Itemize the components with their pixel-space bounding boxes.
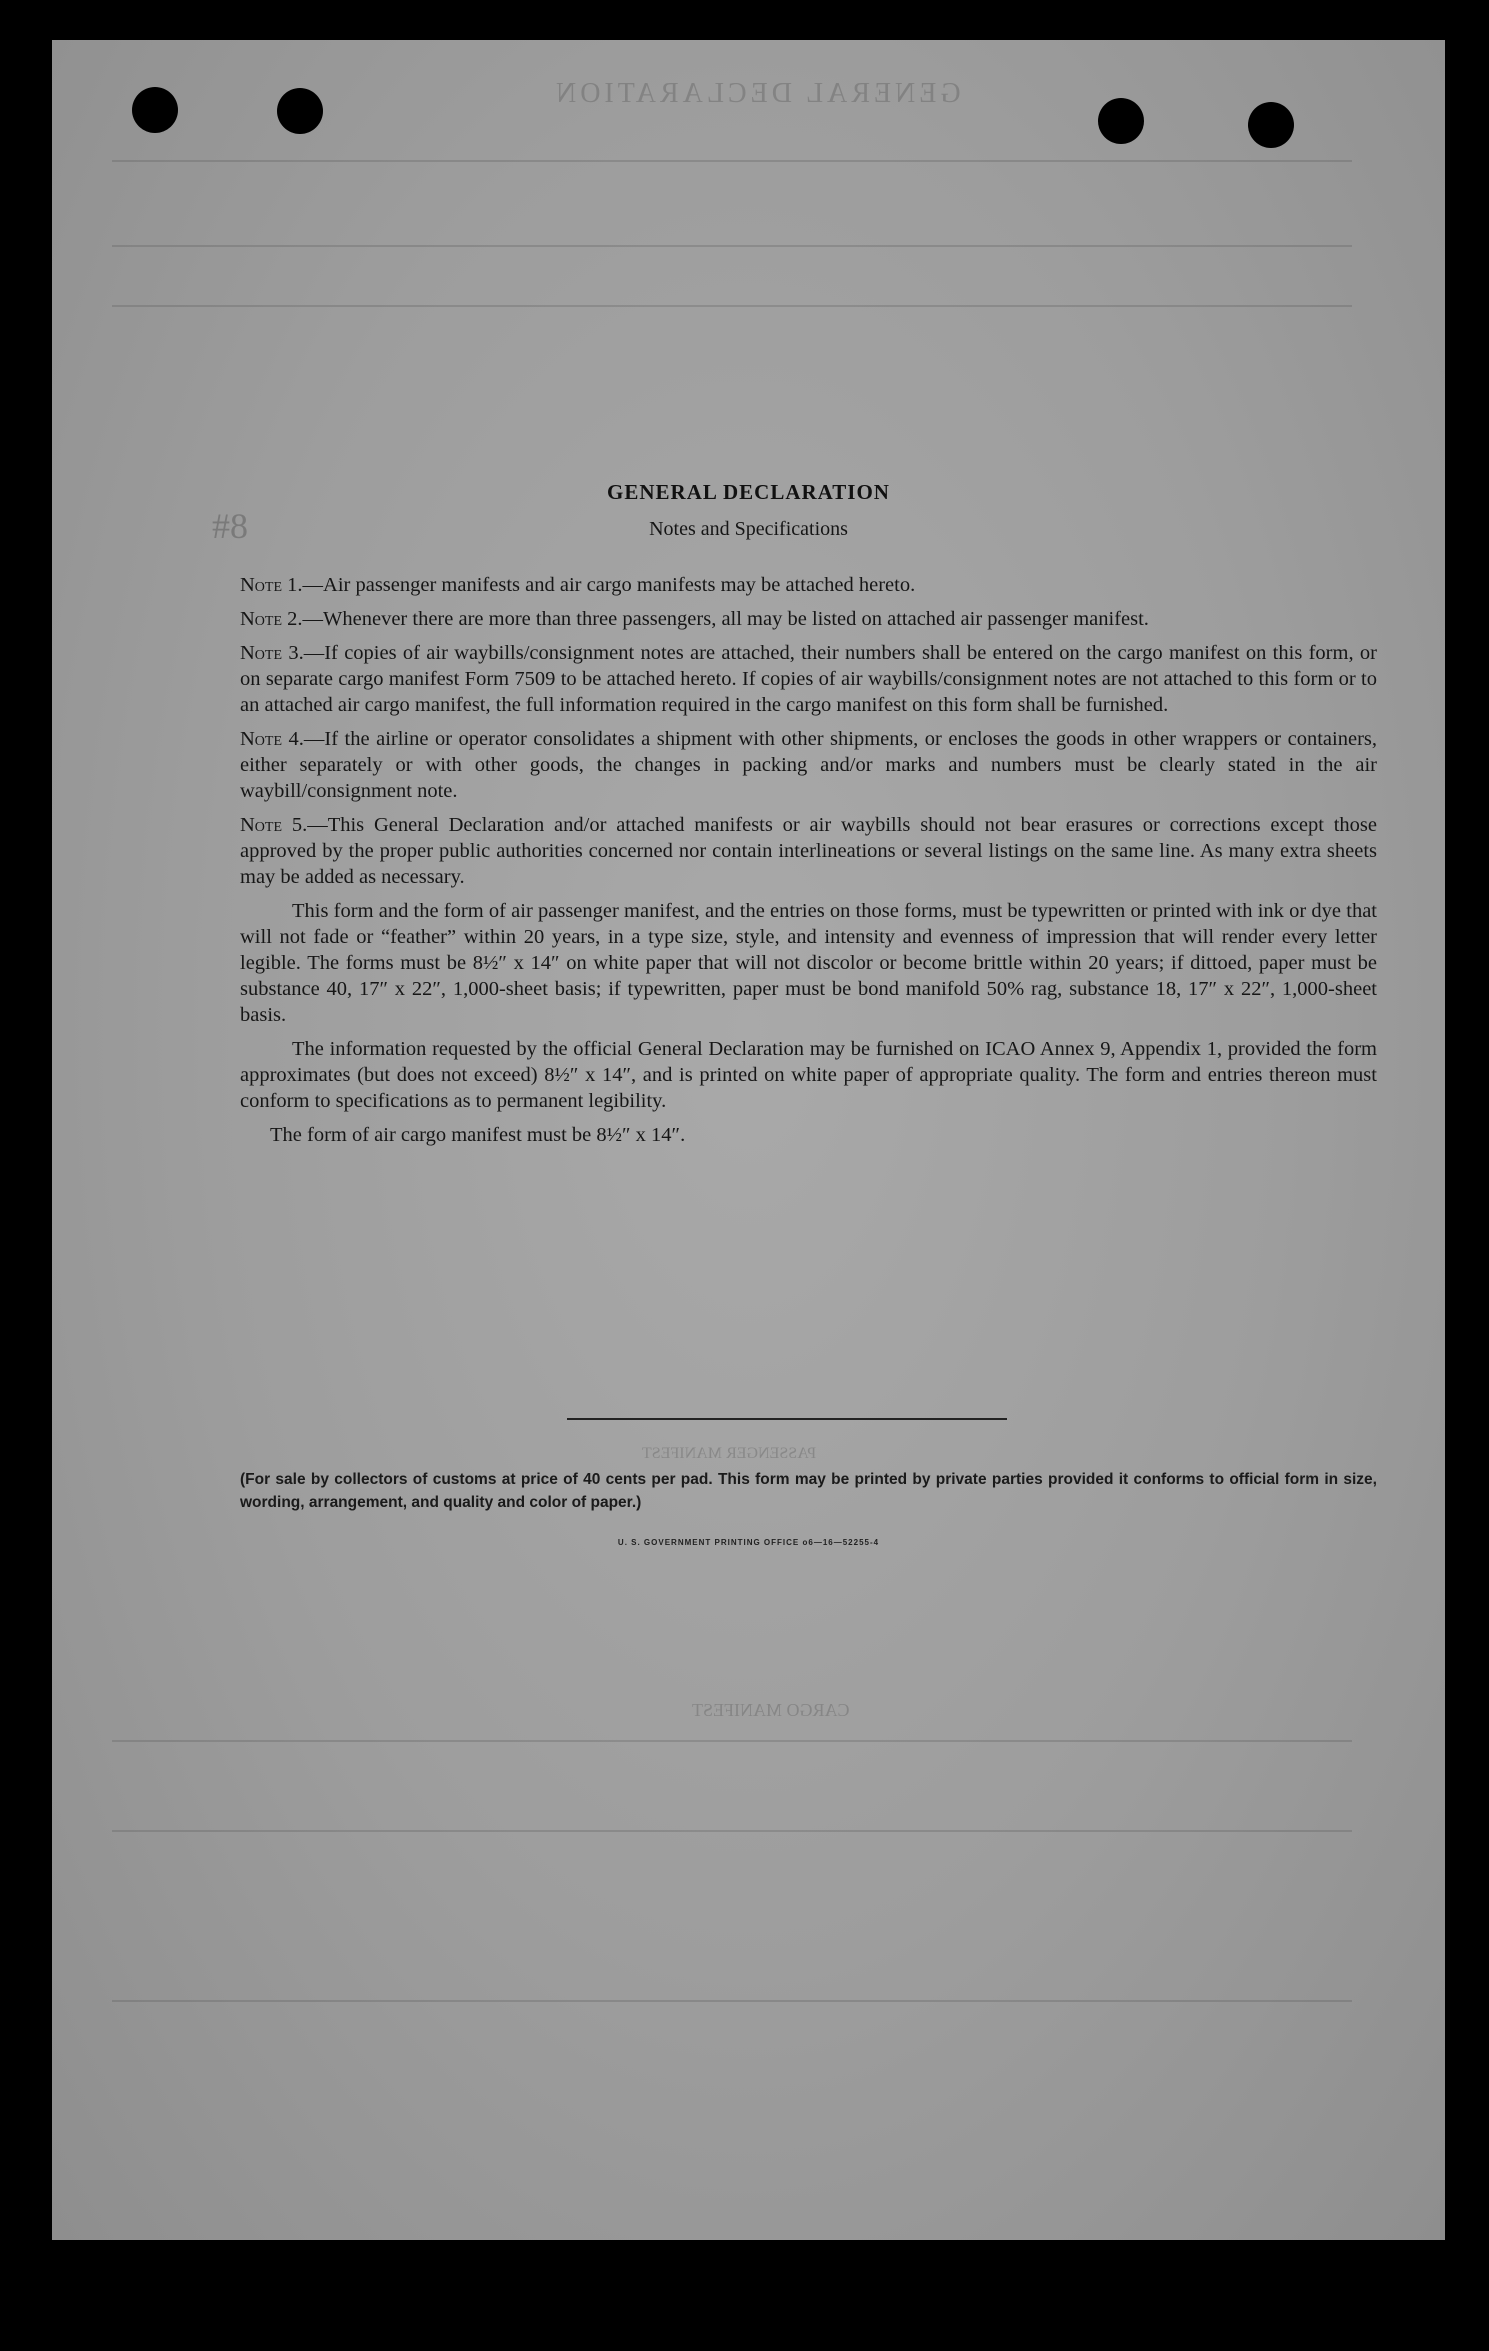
note-1-label: Note 1. bbox=[240, 574, 303, 596]
bleed-rule-6 bbox=[112, 2000, 1352, 2002]
divider-rule bbox=[567, 1418, 1007, 1420]
note-5 bbox=[240, 812, 1377, 890]
bleed-rule-5 bbox=[112, 1830, 1352, 1832]
note-2-text: —Whenever there are more than three passengers, all may be listed on attached air passenger manifest. bbox=[302, 608, 1149, 630]
note-1 bbox=[240, 572, 1377, 598]
paragraph-form-requirements: This form and the form of air passenger manifest, and the entries on those forms, must be typewritten or printed with ink or dye that will not fade or “feather” within 20 years, in a type size, style, and intensity and evenness of impression that will render every letter legible. The forms must be 8½″ x 14″ on white paper that will not discolor or become brittle within 20 years; if dittoed, paper must be substance 40, 17″ x 22″, 1,000-sheet basis; if typewritten, paper must be bond manifold 50% rag, substance 18, 17″ x 22″, 1,000-sheet basis. bbox=[240, 900, 1377, 1026]
bleed-rule-4 bbox=[112, 1740, 1352, 1742]
page-title: GENERAL DECLARATION bbox=[607, 480, 890, 504]
note-3-text: —If copies of air waybills/consignment notes are attached, their numbers shall be entered on the cargo manifest on this form, or on separate cargo manifest Form 7509 to be attached hereto. If copies of air waybills/consignment notes are not attached to this form or to an attached air cargo manifest, the full information required in the cargo manifest on this form shall be furnished. bbox=[240, 642, 1377, 716]
bleed-rule-3 bbox=[112, 305, 1352, 307]
note-5-text: —This General Declaration and/or attached manifests or air waybills should not bear erasures or corrections except those approved by the proper public authorities concerned nor contain interlineations or several listings on the same line. As many extra sheets may be added as necessary. bbox=[240, 814, 1377, 888]
punch-hole-2 bbox=[277, 88, 323, 134]
note-5-label: Note 5. bbox=[240, 814, 308, 836]
page-subtitle: Notes and Specifications bbox=[649, 518, 848, 540]
bleed-heading: GENERAL DECLARATION bbox=[552, 78, 961, 109]
margin-mark: #8 bbox=[212, 506, 248, 546]
note-4 bbox=[240, 726, 1377, 804]
notes-section bbox=[240, 572, 1377, 1154]
note-1-text: —Air passenger manifests and air cargo manifests may be attached hereto. bbox=[302, 574, 916, 596]
note-2 bbox=[240, 606, 1377, 632]
punch-hole-4 bbox=[1248, 102, 1294, 148]
paragraph-cargo-size: The form of air cargo manifest must be 8½″ x 14″. bbox=[270, 1124, 686, 1146]
bleed-passenger-heading: PASSENGER MANIFEST bbox=[642, 1445, 817, 1462]
sale-notice: (For sale by collectors of customs at price of 40 cents per pad. This form may be printed by private parties provided it conforms to official form in size, wording, arrangement, and quality and color of paper.) bbox=[240, 1471, 1377, 1511]
bleed-cargo-heading: CARGO MANIFEST bbox=[692, 1700, 850, 1720]
note-3-label: Note 3. bbox=[240, 642, 304, 664]
punch-hole-3 bbox=[1098, 98, 1144, 144]
note-4-text: —If the airline or operator consolidates a shipment with other shipments, or encloses the goods in other wrappers or containers, either separately or with other goods, the changes in packing and/or marks and numbers must be clearly stated in the air waybill/consignment note. bbox=[240, 728, 1377, 802]
note-4-label: Note 4. bbox=[240, 728, 304, 750]
punch-hole-1 bbox=[132, 87, 178, 133]
document-page bbox=[52, 40, 1445, 2240]
note-2-label: Note 2. bbox=[240, 608, 303, 630]
bleed-rule-2 bbox=[112, 245, 1352, 247]
note-3 bbox=[240, 640, 1377, 718]
printer-imprint: U. S. GOVERNMENT PRINTING OFFICE o6—16—52255-4 bbox=[617, 1538, 880, 1547]
bleed-rule-1 bbox=[112, 160, 1352, 162]
paragraph-icao: The information requested by the official General Declaration may be furnished on ICAO Annex 9, Appendix 1, provided the form approximates (but does not exceed) 8½″ x 14″, and is printed on white paper of appropriate quality. The form and entries thereon must conform to specifications as to permanent legibility. bbox=[240, 1038, 1377, 1112]
